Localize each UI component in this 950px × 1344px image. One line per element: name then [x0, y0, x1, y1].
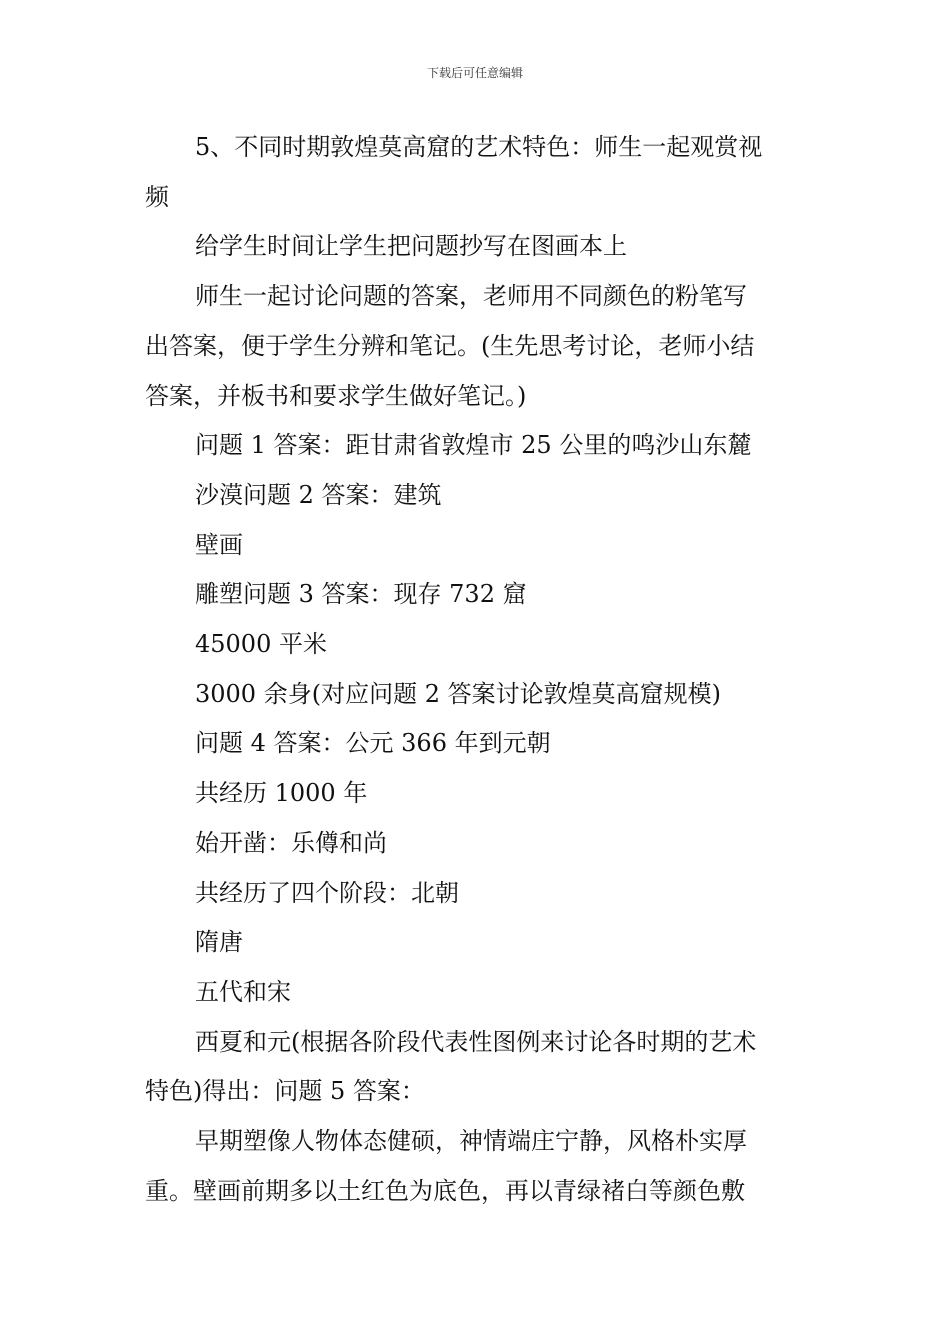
text-line: 答案，并板书和要求学生做好笔记。)	[145, 381, 527, 410]
text-line: 隋唐	[195, 928, 243, 957]
text-line: 出答案，便于学生分辨和笔记。(生先思考讨论，老师小结	[145, 331, 755, 360]
page-header: 下载后可任意编辑	[426, 66, 523, 80]
text-line: 3000 余身(对应问题 2 答案讨论敦煌莫高窟规模)	[195, 679, 721, 708]
text-line: 始开凿：乐僔和尚	[195, 828, 387, 857]
text-line: 频	[145, 182, 169, 211]
text-line: 早期塑像人物体态健硕，神情端庄宁静，风格朴实厚	[195, 1127, 747, 1156]
body-text	[145, 123, 807, 1216]
text-line: 西夏和元(根据各阶段代表性图例来讨论各时期的艺术	[195, 1027, 757, 1056]
text-line: 师生一起讨论问题的答案，老师用不同颜色的粉笔写	[195, 282, 747, 311]
text-line: 重。壁画前期多以土红色为底色，再以青绿褚白等颜色敷	[145, 1176, 745, 1205]
text-line: 沙漠问题 2 答案：建筑	[195, 480, 442, 509]
text-line: 特色)得出：问题 5 答案：	[145, 1077, 425, 1106]
text-line: 给学生时间让学生把问题抄写在图画本上	[195, 232, 627, 261]
text-line: 5、不同时期敦煌莫高窟的艺术特色：师生一起观赏视	[195, 133, 763, 161]
text-line: 壁画	[195, 530, 243, 559]
text-line: 雕塑问题 3 答案：现存 732 窟	[195, 580, 527, 609]
text-line: 五代和宋	[195, 977, 291, 1006]
text-line: 问题 4 答案：公元 366 年到元朝	[195, 729, 551, 758]
text-line: 问题 1 答案：距甘肃省敦煌市 25 公里的鸣沙山东麓	[195, 431, 752, 460]
text-line: 共经历了四个阶段：北朝	[195, 878, 459, 907]
text-line: 45000 平米	[195, 630, 327, 659]
text-line: 共经历 1000 年	[195, 779, 368, 808]
